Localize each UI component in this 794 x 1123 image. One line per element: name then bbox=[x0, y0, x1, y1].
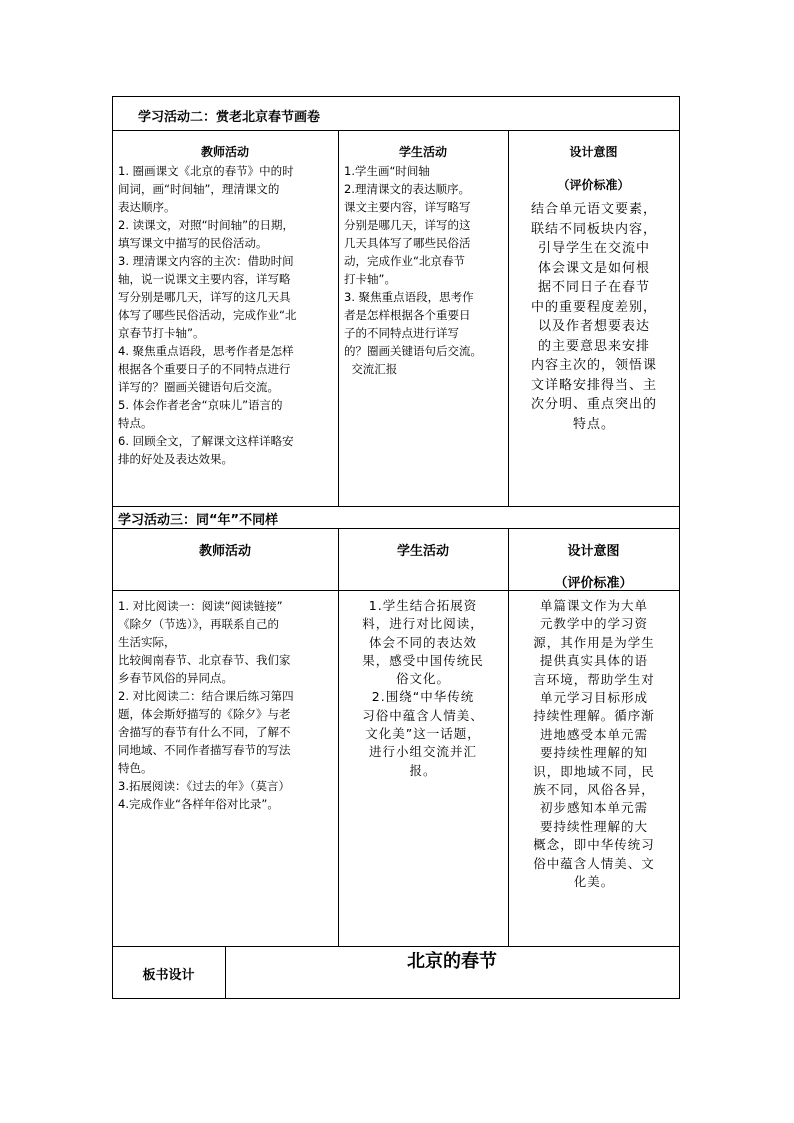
text-line: 5. 体会作者老舍“京味儿”语言的 bbox=[118, 398, 283, 412]
text-line: 乡春节风俗的异同点。 bbox=[118, 671, 233, 685]
text-line: 京春节打卡轴”。 bbox=[118, 326, 205, 340]
text-line: 题，体会斯妤描写的《除夕》与老 bbox=[118, 707, 291, 721]
text-line: 2.围绕“中华传统 bbox=[371, 689, 475, 705]
text-line: 中的重要程度差别， bbox=[530, 299, 657, 315]
text-line: 特点。 bbox=[118, 416, 153, 430]
text-line: 持续性理解。循序渐 bbox=[533, 708, 655, 724]
activity2-title: 学习活动二：赏老北京春节画卷 bbox=[138, 110, 321, 125]
text-line: 分别是哪几天，详写的这 bbox=[344, 218, 471, 232]
table-border-bottom bbox=[112, 998, 680, 999]
activity2-student-header: 学生活动 bbox=[398, 145, 447, 159]
text-line: 特点。 bbox=[572, 416, 615, 432]
activity3-teacher-text bbox=[118, 597, 336, 813]
table-border-right bbox=[679, 96, 680, 999]
text-line: 言环境，帮助学生对 bbox=[533, 671, 655, 687]
text-line: 化美。 bbox=[573, 874, 615, 890]
text-line: 料，进行对比阅读， bbox=[362, 616, 484, 632]
text-line: 特色。 bbox=[118, 761, 153, 775]
activity2-intent-header: 设计意图 bbox=[569, 145, 618, 159]
column-divider bbox=[338, 528, 339, 946]
text-line: 果，感受中国传统民 bbox=[362, 652, 484, 668]
activity3-student-header: 学生活动 bbox=[396, 544, 449, 559]
activity3-intent-header: 设计意图 bbox=[567, 544, 620, 559]
text-line: 单篇课文作为大单 bbox=[539, 598, 648, 613]
activity3-student-text bbox=[344, 597, 502, 780]
text-line: 2.理清课文的表达顺序。 bbox=[344, 182, 470, 196]
text-line: 的？圈画关键语句后交流。 bbox=[344, 344, 482, 358]
text-line: 源，其作用是为学生 bbox=[533, 634, 655, 650]
text-line: 文化美”这一话题， bbox=[365, 726, 481, 742]
text-line: 据不同日子在春节 bbox=[537, 280, 650, 295]
text-line: 详写的？圈画关键语句后交流。 bbox=[118, 380, 279, 394]
text-line: 单元学习目标形成 bbox=[539, 690, 648, 706]
column-divider bbox=[338, 130, 339, 506]
text-line: 内容主次的，领悟课 bbox=[530, 358, 657, 373]
board-design-label: 板书设计 bbox=[142, 968, 195, 983]
text-line: 子的不同特点进行详写 bbox=[344, 326, 459, 340]
text-line: 3. 理清课文内容的主次：借助时间 bbox=[118, 254, 294, 268]
text-line: 同地域、不同作者描写春节的写法 bbox=[118, 743, 291, 757]
text-line: 者是怎样根据各个重要日 bbox=[344, 308, 471, 322]
activity3-title: 学习活动三：同“年”不同样 bbox=[118, 513, 279, 528]
activity3-teacher-header: 教师活动 bbox=[198, 544, 251, 559]
text-line: 3.拓展阅读：《过去的年》（莫言） bbox=[118, 779, 290, 793]
text-line: 文详略安排得当、主 bbox=[530, 377, 657, 393]
text-line: 6. 回顾全文，了解课文这样详略安 bbox=[118, 434, 294, 448]
board-design-title: 北京的春节 bbox=[407, 951, 497, 972]
activity2-teacher-text bbox=[118, 162, 336, 468]
text-line: 4. 聚焦重点语段，思考作者是怎样 bbox=[118, 344, 294, 358]
text-line: 次分明、重点突出的 bbox=[530, 397, 657, 412]
text-line: 要持续性理解的知 bbox=[539, 745, 648, 761]
text-line: 排的好处及表达效果。 bbox=[118, 452, 233, 466]
text-line: 进地感受本单元需 bbox=[539, 726, 648, 742]
text-line: 习俗中蕴含人情美、 bbox=[362, 707, 484, 723]
text-line: 根据各个重要日子的不同特点进行 bbox=[118, 362, 291, 376]
text-line: 体写了哪些民俗活动，完成作业“北 bbox=[118, 308, 297, 322]
text-line: 打卡轴”。 bbox=[344, 272, 396, 286]
text-line: 识，即地域不同，民 bbox=[533, 763, 655, 779]
text-line: 填写课文中描写的民俗活动。 bbox=[118, 236, 268, 250]
table-rule bbox=[112, 528, 680, 529]
text-line: 俗中蕴含人情美、文 bbox=[533, 855, 655, 871]
text-line: 结合单元语文要素， bbox=[530, 202, 657, 217]
text-line: 3. 聚焦重点语段，思考作 bbox=[344, 290, 474, 304]
text-line: 报。 bbox=[409, 762, 437, 778]
activity3-intent-text bbox=[514, 597, 674, 892]
text-line: 《除夕（节选）》，再联系自己的 bbox=[118, 617, 279, 631]
text-line: 课文主要内容，详写略写 bbox=[344, 200, 471, 214]
text-line: 概念，即中华传统习 bbox=[533, 837, 655, 853]
text-line: 俗文化。 bbox=[395, 671, 450, 687]
activity2-student-text bbox=[344, 162, 506, 378]
text-line: 间词，画“时间轴”，理清课文的 bbox=[118, 182, 280, 196]
text-line: 提供真实具体的语 bbox=[539, 653, 648, 669]
text-line: 1. 对比阅读一：阅读“阅读链接” bbox=[118, 599, 283, 613]
text-line: 1. 圈画课文《北京的春节》中的时 bbox=[118, 164, 294, 178]
text-line: 动，完成作业“北京春节 bbox=[344, 254, 465, 268]
table-rule bbox=[112, 506, 680, 507]
table-rule bbox=[112, 130, 680, 131]
text-line: 4.完成作业“各样年俗对比录”。 bbox=[118, 797, 279, 811]
text-line: 体会课文是如何根 bbox=[537, 260, 650, 276]
text-line: 比较闽南春节、北京春节、我们家 bbox=[118, 653, 291, 667]
text-line: 舍描写的春节有什么不同，了解不 bbox=[118, 725, 291, 739]
text-line: 表达顺序。 bbox=[118, 200, 176, 214]
lesson-table bbox=[112, 96, 680, 999]
text-line: 以及作者想要表达 bbox=[537, 319, 650, 334]
text-line: 要持续性理解的大 bbox=[539, 818, 648, 834]
text-line: 生活实际， bbox=[118, 635, 176, 649]
text-line: 交流汇报 bbox=[344, 362, 398, 376]
text-line: 1.学生画“时间轴 bbox=[344, 164, 430, 178]
text-line: 元教学中的学习资 bbox=[539, 616, 648, 632]
text-line: 写分别是哪几天，详写的这几天具 bbox=[118, 290, 291, 304]
text-line: 几天具体写了哪些民俗活 bbox=[344, 236, 471, 250]
text-line: 引导学生在交流中 bbox=[537, 241, 650, 256]
text-line: 联结不同板块内容， bbox=[530, 221, 657, 237]
text-line: 2. 对比阅读二：结合课后练习第四 bbox=[118, 689, 294, 703]
activity2-intent-subheader: （评价标准） bbox=[557, 178, 630, 192]
text-line: 轴，说一说课文主要内容，详写略 bbox=[118, 272, 291, 286]
text-line: 进行小组交流并汇 bbox=[368, 744, 477, 760]
text-line: 1.学生结合拓展资 bbox=[368, 598, 478, 613]
activity2-teacher-header: 教师活动 bbox=[200, 145, 249, 159]
activity3-intent-subheader: （评价标准） bbox=[554, 576, 633, 591]
text-line: 2. 读课文，对照“时间轴”的日期， bbox=[118, 218, 295, 232]
text-line: 族不同，风俗各异， bbox=[533, 782, 655, 798]
text-line: 体会不同的表达效 bbox=[368, 634, 477, 650]
text-line: 初步感知本单元需 bbox=[539, 800, 648, 816]
table-border-top bbox=[112, 96, 680, 97]
activity2-intent-text bbox=[514, 200, 674, 434]
text-line: 的主要意思来安排 bbox=[537, 338, 650, 354]
